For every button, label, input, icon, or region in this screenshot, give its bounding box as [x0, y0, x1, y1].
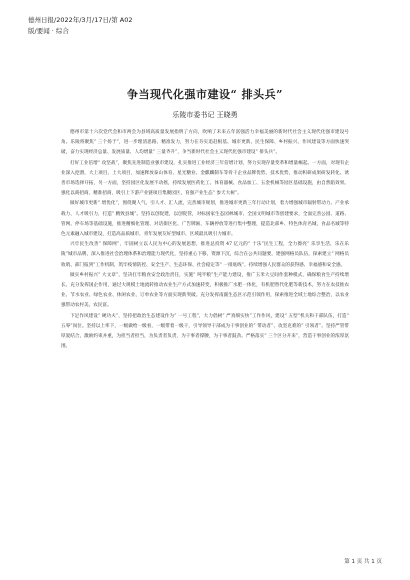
page-number: 第 1 页 共 1 页 — [344, 559, 382, 565]
paragraph-industry: 打好工业倍增“ 攻坚战”，聚焦先进制造业强市建设，扎实推进工业经济三年倍增计划，努力实现存量变革和增量崛起。一方面，对现有企业深入挖潜，大上项目、上大项目，加速释放泰山体育、星光糖业、金麒麟制车等骨干企业品牌优势、技术优势，推动积研成果研发转化、诱善市场选择开拓，另一方面，坚持园区化发展不动摇，持续发展医药化工、体育器械、食品加工、五金机械等园区基础设施，由自然陷效果。强化以商招商、精准招商，吸引上下游产业链项目集聚园区，育强产业生态“ 参天大树”。 — [61, 160, 349, 197]
paragraph-intro: 德州市第十六次党代会和市两会为县域高质量发展指明了方向，吹响了未来五年富强活力幸福美丽的新时代社会主义现代化强市建设号角。乐陵将聚焦“ 三个扬于”，进一步理清思路、精准发力，努力在夯实追赶根基、城市更新、民生保障、乡村振兴、作风建设等方面快速突破，奋力实现经济总量、发展质量、人均增量“ 三量齐升”，争当新时代社会主义现代化强市建设“ 排头兵”。 — [61, 130, 349, 156]
publication-info: 德州日报/2022年/3月/17日/第 A02 — [28, 16, 133, 24]
article-title: 争当现代化强市建设“ 排头兵” — [127, 88, 283, 101]
paragraph-livelihood: 兴牢民生改善“ 保障网”，牢固树立以人民为中心的发展思想，推进总投资 47 亿元的“ 十乐”民生工程，全力擦亮“ 乐享生活，乐在乐陵”城市品牌，深入推进社会治理体系和治理能力现代化，坚持重心下移，资源下沉，综合在公共问题要，建强网格员队伍，探索建立“ 网格员收哨、部门报到”工作机制，筑牢疫情防控、安全生产、生态环保、社会稳定等“ 一排底线”，持续增强人民群众的获得感、幸福感和安全感。 — [61, 242, 349, 268]
article-byline: 乐陵市委书记 王晓勇 — [172, 111, 238, 119]
paragraph-urban-renewal: 做好城市更新“ 增优化”，围绕聚人气、引人才、汇人流，完善城市规划，推进城市更新三年行动计划，着力增强城市辐射带动力、产业承载力、人才吸引力，打造“ 精致县城”。坚持以创促建，以创促管，对标国家生态园林城市、全国文明城市等创建要求，全面完善公园、道路、管网、停车场等基础设施，推进精细化管理、对话街区化、广告牌匾、车辆停放等进行集中整理，提造北部乡、特色体育名城，食品名城等特色元素融入城市建设，打造高品质城市，青年发展友好型城市、区域最具吸引力城市。 — [61, 201, 349, 238]
section-info: 版/要闻 · 综合 — [28, 27, 69, 35]
paragraph-work-style: 下足作风建设“ 硬功夫”，坚持把政治生态建设作为“ 一号工程”，大力倡树“ 严真细实快”工作作风，建设“ 五型”机关和干部队伍，打造“ 五零”岗位。坚持以上率下，一级做给一级看，一级带着一级干，引导领导干部成为干事创业的“ 带动者”、攻坚克难的“ 引领者”。坚持严管带厚爱结合，激励约束并重，为担当者担当，为负责者负责，为干事者撑腰，为干事者鼓劲。严格落实“ 三个区分开来”，营造干事创业的浓厚氛围。 — [61, 313, 349, 350]
article-body — [61, 128, 349, 352]
paragraph-rural-revitalization: 做实乡村振兴“ 大文章”，坚决扛牢粮食安全政治责任，实施“ 吨半粮”生产能力建设，推广玉米大豆间作套种模式，确保粮食生产持续增长。充分发挥国企作用，通过大规模土地流转推动农业生产方式加速转变，积极推广水肥一体化，有机肥替代化肥等新技术，努力在农技推农业、节水农业、绿色农业、休闲农业、订单农业等方面实现新突破。充分发挥南副生态区示范引领作用，探索推进全域土地综合整治，以农业强带动农村美、农民富。 — [61, 272, 349, 309]
